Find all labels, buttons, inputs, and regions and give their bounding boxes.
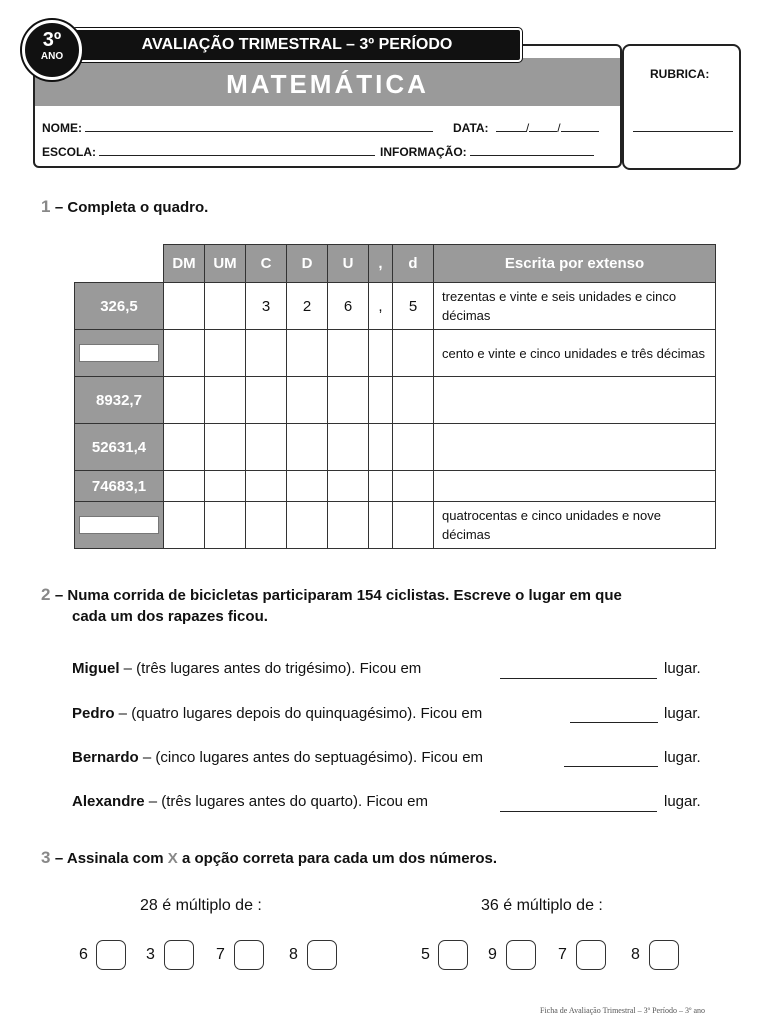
cell-written[interactable]: quatrocentas e cinco unidades e nove décimas (434, 502, 716, 549)
cell-c[interactable] (246, 424, 287, 471)
question-1-text: – Completa o quadro. (54, 199, 209, 216)
place-value-table (74, 244, 716, 549)
cell-comma[interactable] (369, 377, 393, 424)
page-footer: Ficha de Avaliação Trimestral – 3º Período – 3º ano (540, 1006, 706, 1015)
date-sep-2: / (557, 121, 561, 135)
cell-u[interactable] (328, 471, 369, 502)
q2-name: Miguel (72, 660, 120, 677)
table-corner (75, 245, 164, 283)
question-1-title (41, 197, 208, 217)
option-checkbox[interactable] (576, 940, 606, 970)
grade-badge (22, 20, 82, 80)
option-checkbox[interactable] (438, 940, 468, 970)
cell-c[interactable] (246, 471, 287, 502)
cell-comma[interactable] (369, 471, 393, 502)
cell-um[interactable] (205, 283, 246, 330)
q2-answer-line[interactable] (500, 664, 657, 679)
col-header: C (246, 245, 287, 283)
date-day-line[interactable] (496, 119, 526, 132)
option-label: 7 (216, 946, 225, 963)
q2-name: Pedro (72, 705, 115, 722)
cell-decimal[interactable] (393, 502, 434, 549)
q2-item-alexandre (72, 793, 428, 810)
option-checkbox[interactable] (506, 940, 536, 970)
col-header: Escrita por extenso (434, 245, 716, 283)
question-3-text-before: – Assinala com (54, 850, 168, 867)
number-answer-box[interactable] (79, 516, 159, 534)
multiple-title-28: 28 é múltiplo de : (140, 897, 262, 914)
info-line[interactable] (470, 143, 594, 156)
cell-u[interactable] (328, 330, 369, 377)
name-field[interactable] (42, 119, 433, 135)
subject-title: MATEMÁTICA (35, 58, 620, 106)
cell-c[interactable]: 3 (246, 283, 287, 330)
number-answer-box[interactable] (79, 344, 159, 362)
cell-um[interactable] (205, 502, 246, 549)
option-checkbox[interactable] (307, 940, 337, 970)
q2-text: – (três lugares antes do quarto). Ficou em (144, 793, 429, 810)
cell-u[interactable] (328, 377, 369, 424)
q2-name: Bernardo (72, 749, 139, 766)
cell-written[interactable] (434, 377, 716, 424)
cell-um[interactable] (205, 424, 246, 471)
option-label: 9 (488, 946, 497, 963)
row-number: 326,5 (75, 283, 164, 330)
question-3-number: 3 (41, 848, 51, 867)
table-row (75, 330, 716, 377)
row-number: 74683,1 (75, 471, 164, 502)
option-checkbox[interactable] (96, 940, 126, 970)
question-2-number: 2 (41, 585, 51, 604)
q2-answer-line[interactable] (500, 797, 657, 812)
cell-dm[interactable] (164, 471, 205, 502)
cell-decimal[interactable] (393, 330, 434, 377)
col-header: UM (205, 245, 246, 283)
info-field[interactable] (380, 143, 594, 159)
option-checkbox[interactable] (649, 940, 679, 970)
col-header: d (393, 245, 434, 283)
col-header: , (369, 245, 393, 283)
cell-um[interactable] (205, 377, 246, 424)
q2-suffix: lugar. (664, 660, 701, 677)
question-2-title (41, 585, 622, 605)
assessment-title: AVALIAÇÃO TRIMESTRAL – 3º PERÍODO (72, 28, 522, 62)
q2-suffix: lugar. (664, 793, 701, 810)
cell-comma[interactable] (369, 424, 393, 471)
cell-decimal[interactable] (393, 471, 434, 502)
grade-number: 3º (42, 29, 62, 51)
cell-comma[interactable] (369, 502, 393, 549)
row-number-blank (75, 330, 164, 377)
cell-d[interactable] (287, 502, 328, 549)
col-header: U (328, 245, 369, 283)
table-row (75, 377, 716, 424)
cell-dm[interactable] (164, 377, 205, 424)
q2-answer-line[interactable] (570, 708, 658, 723)
question-2-text-line1: – Numa corrida de bicicletas participaram 154 ciclistas. Escreve o lugar em que (54, 587, 622, 604)
school-label: ESCOLA: (42, 145, 96, 159)
option-label: 5 (421, 946, 430, 963)
rubrica-line[interactable] (633, 131, 733, 132)
cell-d[interactable] (287, 424, 328, 471)
q2-text: – (cinco lugares antes do septuagésimo). Ficou em (138, 749, 484, 766)
name-label: NOME: (42, 121, 82, 135)
cell-written[interactable]: trezentas e vinte e seis unidades e cinco décimas (434, 283, 716, 330)
cell-u[interactable] (328, 424, 369, 471)
cell-dm[interactable] (164, 424, 205, 471)
school-field[interactable] (42, 143, 375, 159)
cell-comma[interactable] (369, 330, 393, 377)
cell-written[interactable] (434, 471, 716, 502)
q2-suffix: lugar. (664, 749, 701, 766)
school-line[interactable] (99, 143, 375, 156)
table-row (75, 471, 716, 502)
cell-c[interactable] (246, 377, 287, 424)
rubrica-box (622, 44, 741, 170)
q2-answer-line[interactable] (564, 752, 658, 767)
cell-written[interactable]: cento e vinte e cinco unidades e três décimas (434, 330, 716, 377)
q2-name: Alexandre (72, 793, 145, 810)
cell-d[interactable]: 2 (287, 283, 328, 330)
question-3-title (41, 848, 497, 868)
place-value-grid (74, 244, 716, 549)
row-number-blank (75, 502, 164, 549)
date-month-line[interactable] (529, 119, 557, 132)
cell-c[interactable] (246, 502, 287, 549)
q2-item-pedro (72, 705, 482, 722)
cell-u[interactable]: 6 (328, 283, 369, 330)
cell-written[interactable] (434, 424, 716, 471)
q2-suffix: lugar. (664, 705, 701, 722)
cell-um[interactable] (205, 330, 246, 377)
q2-text: – (três lugares antes do trigésimo). Ficou em (119, 660, 422, 677)
row-number: 8932,7 (75, 377, 164, 424)
option-label: 6 (79, 946, 88, 963)
cell-d[interactable] (287, 330, 328, 377)
col-header: DM (164, 245, 205, 283)
rubrica-label: RUBRICA: (650, 67, 710, 81)
question-2-text-line2: cada um dos rapazes ficou. (72, 608, 268, 625)
cell-comma[interactable]: , (369, 283, 393, 330)
q2-text: – (quatro lugares depois do quinquagésimo). Ficou em (114, 705, 483, 722)
q2-item-miguel (72, 660, 421, 677)
question-3-mark: X (167, 850, 178, 867)
question-3-text-after: a opção correta para cada um dos números. (177, 850, 498, 867)
table-row (75, 283, 716, 330)
col-header: D (287, 245, 328, 283)
question-1-number: 1 (41, 197, 51, 216)
cell-d[interactable] (287, 377, 328, 424)
cell-dm[interactable] (164, 502, 205, 549)
option-label: 7 (558, 946, 567, 963)
option-checkbox[interactable] (164, 940, 194, 970)
date-label: DATA: (453, 121, 489, 135)
q2-item-bernardo (72, 749, 483, 766)
cell-d[interactable] (287, 471, 328, 502)
grade-label: ANO (40, 51, 64, 62)
date-sep-1: / (525, 121, 530, 135)
cell-um[interactable] (205, 471, 246, 502)
cell-u[interactable] (328, 502, 369, 549)
name-line[interactable] (85, 119, 433, 132)
option-label: 3 (146, 946, 155, 963)
option-label: 8 (631, 946, 640, 963)
cell-dm[interactable] (164, 283, 205, 330)
option-checkbox[interactable] (234, 940, 264, 970)
cell-decimal[interactable] (393, 424, 434, 471)
cell-dm[interactable] (164, 330, 205, 377)
option-label: 8 (289, 946, 298, 963)
cell-decimal[interactable]: 5 (393, 283, 434, 330)
table-header-row (75, 245, 716, 283)
cell-decimal[interactable] (393, 377, 434, 424)
date-year-line[interactable] (561, 119, 599, 132)
multiple-title-36: 36 é múltiplo de : (481, 897, 603, 914)
info-label: INFORMAÇÃO: (380, 145, 467, 159)
cell-c[interactable] (246, 330, 287, 377)
row-number: 52631,4 (75, 424, 164, 471)
table-row (75, 502, 716, 549)
date-field[interactable] (453, 119, 599, 135)
table-row (75, 424, 716, 471)
